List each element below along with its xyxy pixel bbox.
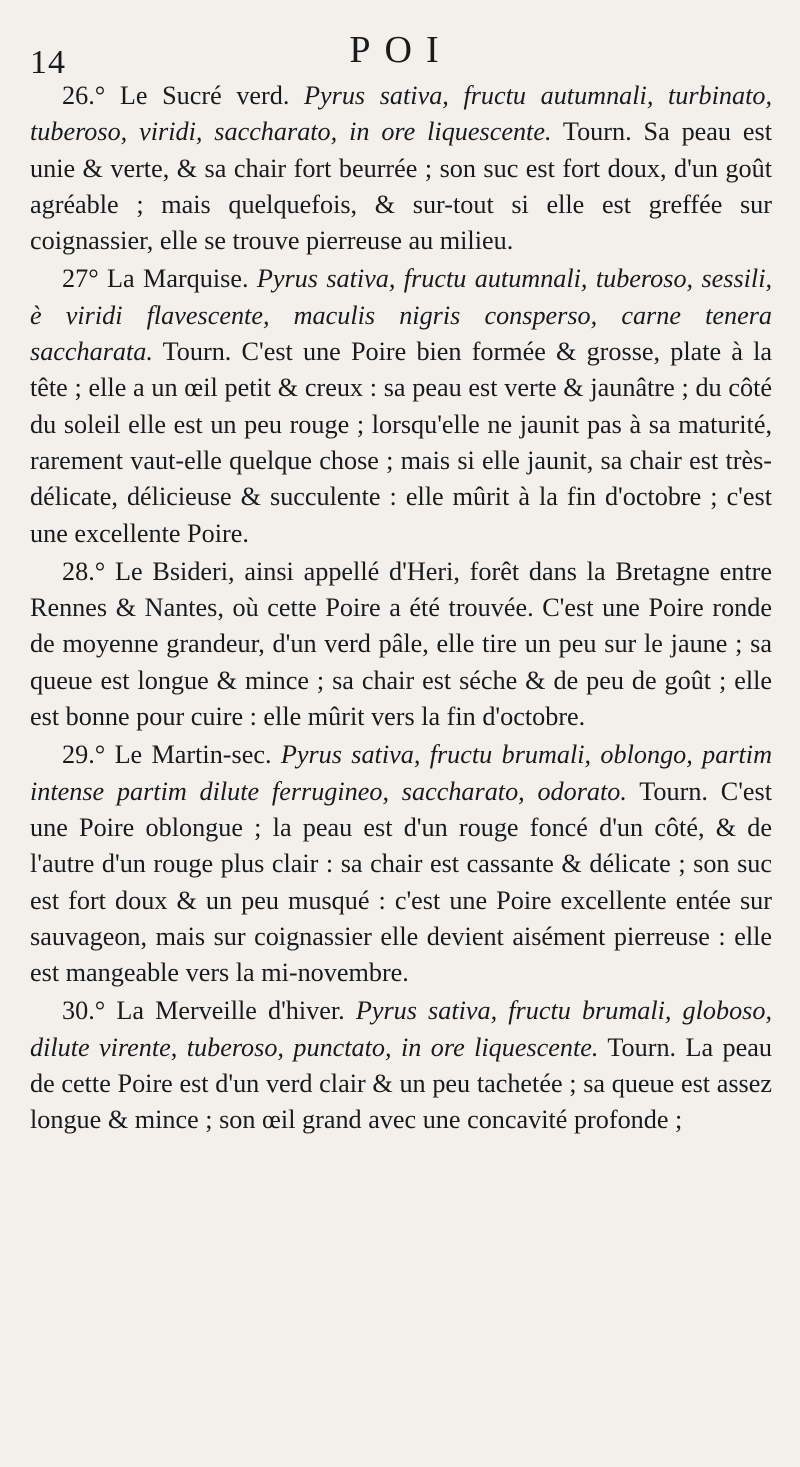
entry-latin: Pyrus sativa, fructu brumali, globoso, dilute virente, tuberoso, punctato, in ore liquescente. bbox=[30, 996, 773, 1062]
entry-number: 30.° bbox=[62, 996, 106, 1026]
entry-name: La Merveille d'hiver. bbox=[116, 996, 345, 1026]
entry-27 bbox=[30, 261, 772, 551]
entry-number: 28.° bbox=[62, 556, 106, 586]
entry-latin: Pyrus sativa, fructu autumnali, tuberoso, sessili, è viridi flavescente, maculis nigris consperso, carne tenera saccharata. bbox=[30, 264, 773, 367]
entry-text: Tourn. La peau de cette Poire est d'un verd clair & un peu tachetée ; sa queue est assez longue & mince ; son œil grand avec une concavité profonde ; bbox=[30, 1032, 772, 1135]
page-header bbox=[30, 26, 772, 81]
entry-latin: Pyrus sativa, fructu brumali, oblongo, partim intense partim dilute ferrugineo, saccharato, odorato. bbox=[30, 740, 772, 806]
entry-number: 26.° bbox=[62, 81, 106, 110]
entry-text: Tourn. C'est une Poire oblongue ; la peau est d'un rouge foncé d'un côté, & de l'autre d'un rouge plus clair : sa chair est cassante & délicate ; son suc est fort doux & un peu musqué : c'est une Poire excellente entée sur sauvageon, mais sur coignassier elle devient aisément pierreuse : elle est mangeable vers la mi-novembre. bbox=[30, 776, 772, 988]
entry-text: Tourn. C'est une Poire bien formée & grosse, plate à la tête ; elle a un œil petit & creux : sa peau est verte & jaunâtre ; du côté du soleil elle est un peu rouge ; lorsqu'elle ne jaunit pas à sa maturité, rarement vaut-elle quelque chose ; mais si elle jaunit, sa chair est très-délicate, délicieuse & succulente : elle mûrit à la fin d'octobre ; c'est une excellente Poire. bbox=[30, 337, 773, 548]
entry-name: Le Sucré verd. bbox=[119, 81, 290, 110]
entry-29 bbox=[30, 737, 772, 991]
entry-text: Tourn. Sa peau est unie & verte, & sa chair fort beurrée ; son suc est fort doux, d'un goût agréable ; mais quelquefois, & sur-tout si elle est greffée sur coignassier, elle se trouve pierreuse au milieu. bbox=[30, 117, 773, 256]
entry-name: Le Martin-sec. bbox=[114, 740, 272, 770]
entry-number: 27° bbox=[62, 264, 99, 294]
entry-text: Le Bsideri, ainsi appellé d'Heri, forêt dans la Bretagne entre Rennes & Nantes, où cette Poire a été trouvée. C'est une Poire ronde de moyenne grandeur, d'un verd pâle, elle tire un peu sur le jaune ; sa queue est longue & mince ; sa chair est séche & de peu de goût ; elle est bonne pour cuire : elle mûrit vers la fin d'octobre. bbox=[30, 556, 772, 732]
entry-30 bbox=[30, 993, 772, 1138]
entry-28 bbox=[30, 554, 772, 735]
entry-name: La Marquise. bbox=[107, 264, 249, 294]
entry-number: 29.° bbox=[62, 740, 106, 770]
entry-latin: Pyrus sativa, fructu autumnali, turbinato, tuberoso, viridi, saccharato, in ore liquescente. bbox=[30, 81, 773, 147]
running-head: POI bbox=[349, 29, 453, 71]
page-number: 14 bbox=[30, 44, 66, 81]
entry-26 bbox=[30, 78, 772, 259]
